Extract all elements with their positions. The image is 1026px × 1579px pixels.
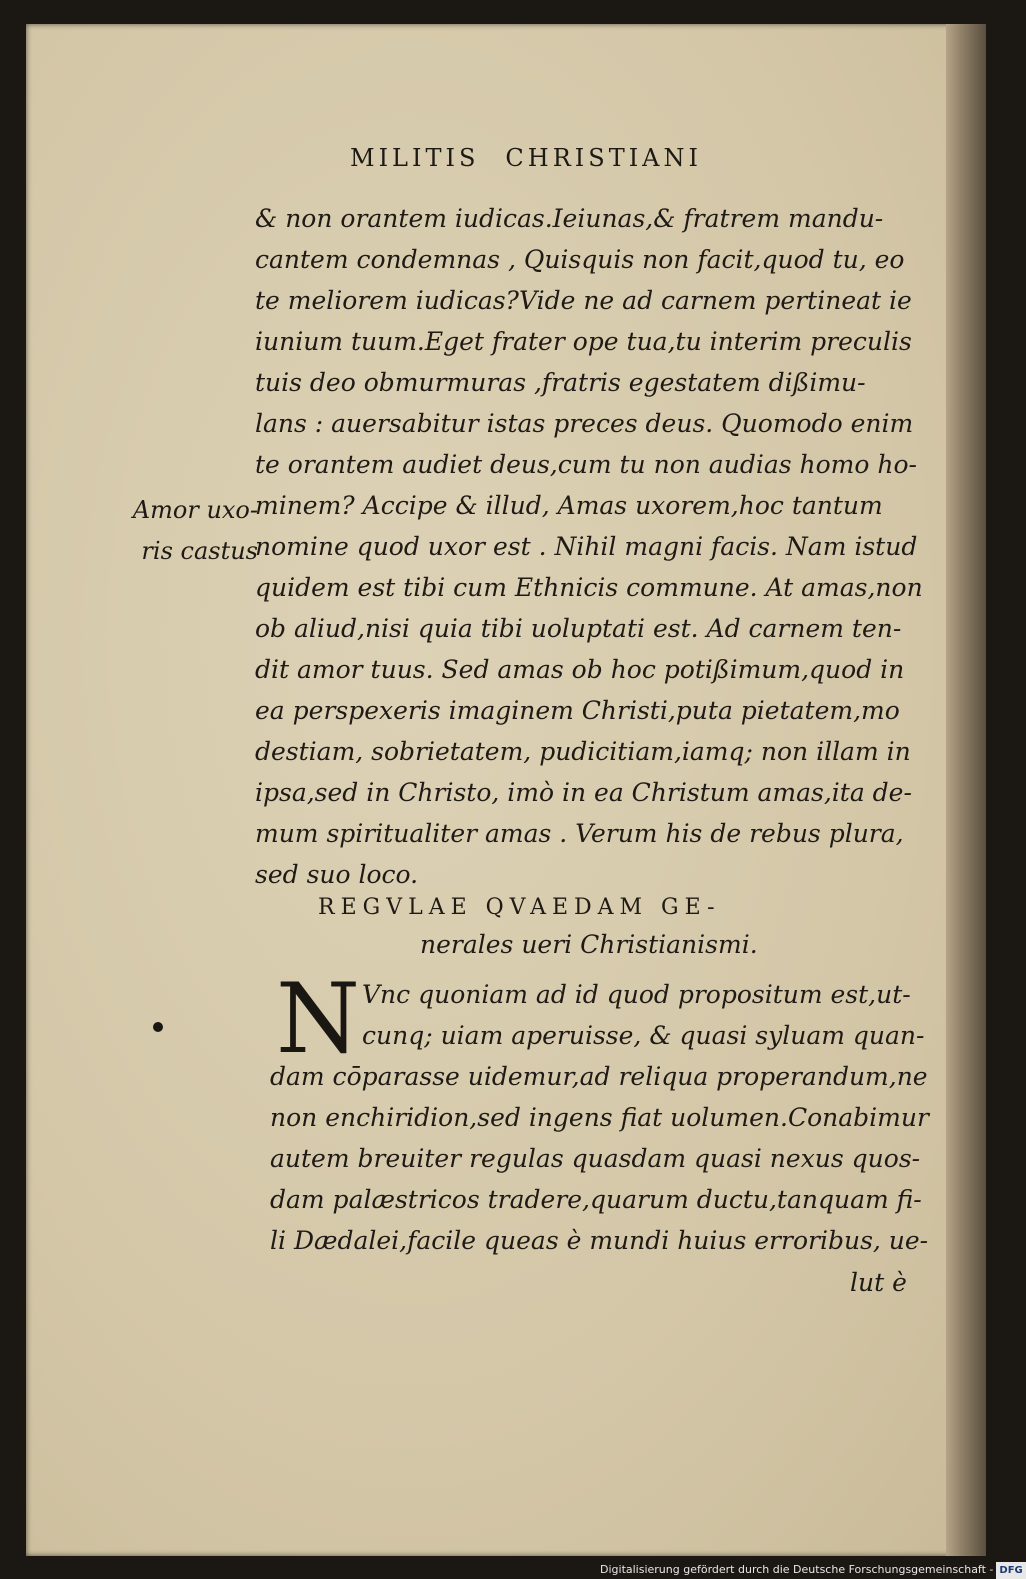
footer-credit-text: Digitalisierung gefördert durch die Deutsche Forschungsgemeinschaft - <box>600 1563 994 1576</box>
text-line: cunq; uiam aperuisse, & quasi syluam quan- <box>362 1021 925 1050</box>
running-head <box>350 144 780 172</box>
paragraph-2 <box>270 963 930 1261</box>
text-line: li Dædalei,facile queas è mundi huius erroribus, ue- <box>270 1226 929 1255</box>
text-line: cantem condemnas , Quisquis non facit,quod tu, eo <box>255 245 905 274</box>
text-line: iunium tuum.Eget frater ope tua,tu interim preculis <box>255 327 912 356</box>
marginal-note <box>98 490 258 572</box>
text-line: ea perspexeris imaginem Christi,puta pietatem,mo <box>255 696 900 725</box>
catchword: lut è <box>850 1268 907 1297</box>
body-text <box>255 198 923 895</box>
marginal-line: ris castus <box>141 537 258 565</box>
marginal-line: Amor uxo- <box>132 496 258 524</box>
text-line: nomine quod uxor est . Nihil magni facis. Nam istud <box>255 532 918 561</box>
text-line: sed suo loco. <box>255 860 419 889</box>
running-head-word-1: MILITIS <box>350 144 480 172</box>
text-line: minem? Accipe & illud, Amas uxorem,hoc tantum <box>255 491 883 520</box>
text-line: te orantem audiet deus,cum tu non audias homo ho- <box>255 450 917 479</box>
text-line: ipsa,sed in Christo, imò in ea Christum amas,ita de- <box>255 778 912 807</box>
text-line: autem breuiter regulas quasdam quasi nexus quos- <box>270 1144 921 1173</box>
text-line: dam cōparasse uidemur,ad reliqua properandum,ne <box>270 1062 928 1091</box>
text-line: mum spiritualiter amas . Verum his de rebus plura, <box>255 819 904 848</box>
text-line: Vnc quoniam ad id quod propositum est,ut- <box>362 980 911 1009</box>
section-heading: REGVLAE QVAEDAM GE- <box>318 895 721 920</box>
dfg-logo-icon: DFG <box>996 1562 1025 1579</box>
running-head-word-2: CHRISTIANI <box>505 144 702 172</box>
text-line: destiam, sobrietatem, pudicitiam,iamq; non illam in <box>255 737 911 766</box>
text-line: te meliorem iudicas?Vide ne ad carnem pertineat ie <box>255 286 912 315</box>
text-line: dit amor tuus. Sed amas ob hoc potißimum,quod in <box>255 655 905 684</box>
drop-cap: N <box>276 963 360 1075</box>
section-subheading: nerales ueri Christianismi. <box>420 930 758 959</box>
text-line: quidem est tibi cum Ethnicis commune. At amas,non <box>255 573 923 602</box>
text-line: lans : auersabitur istas preces deus. Quomodo enim <box>255 409 914 438</box>
text-line: & non orantem iudicas.Ieiunas,& fratrem mandu- <box>255 204 884 233</box>
text-line: ob aliud,nisi quia tibi uoluptati est. Ad carnem ten- <box>255 614 902 643</box>
margin-dot <box>153 1022 163 1032</box>
page-edge <box>946 24 986 1556</box>
text-line: tuis deo obmurmuras ,fratris egestatem dißimu- <box>255 368 866 397</box>
text-line: dam palæstricos tradere,quarum ductu,tanquam fi- <box>270 1185 922 1214</box>
footer-credit <box>600 1561 1023 1578</box>
text-line: non enchiridion,sed ingens fiat uolumen.Conabimur <box>270 1103 929 1132</box>
